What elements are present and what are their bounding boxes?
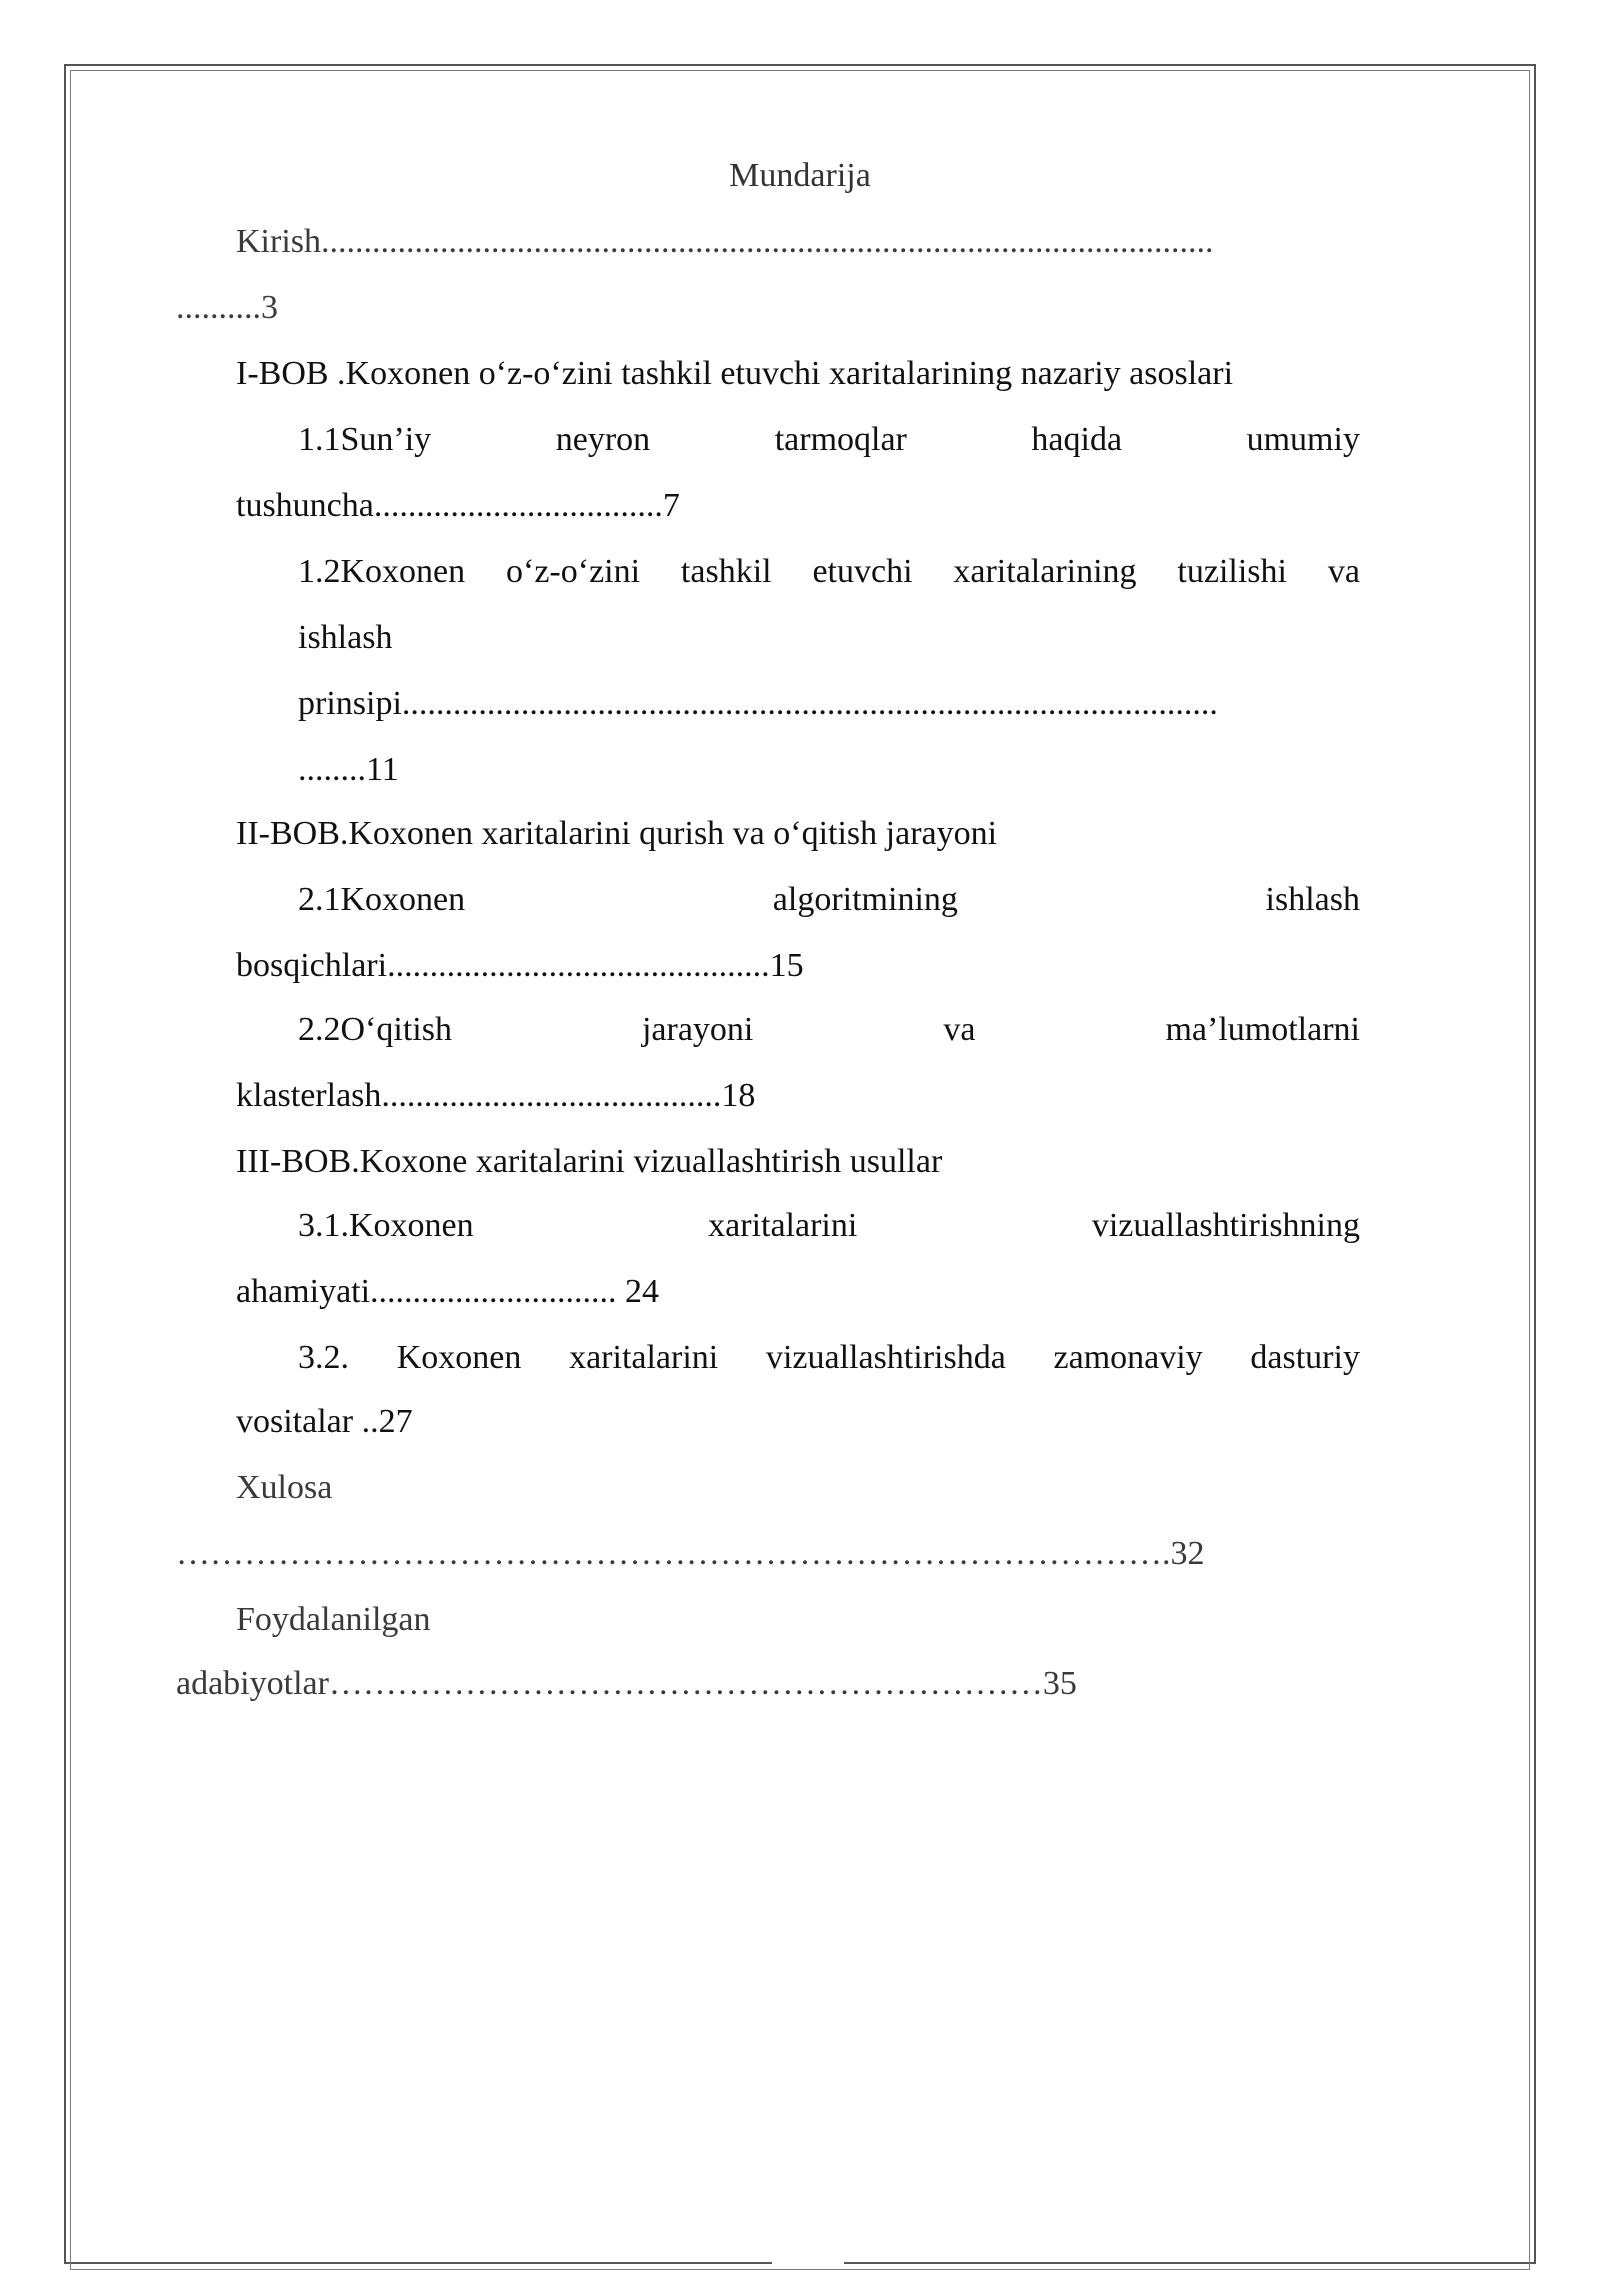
toc-entry-references-page: adabiyotlar………………………………………………………35 — [176, 1665, 1077, 1702]
toc-word: etuvchi — [812, 553, 913, 590]
toc-entry-kirish: Kirish......................................................................................................... — [236, 223, 1214, 260]
toc-word: haqida — [1031, 421, 1123, 458]
toc-section-3-1-page: ahamiyati............................. 24 — [236, 1273, 660, 1310]
toc-section-2-1 — [298, 880, 1360, 920]
toc-chapter-1: I-BOB .Koxonen o‘z-o‘zini tashkil etuvchi xaritalarining nazariy asoslari — [236, 355, 1234, 392]
toc-word: tashkil — [680, 553, 772, 590]
toc-entry-kirish-page: ..........3 — [176, 289, 278, 326]
toc-section-1-1 — [298, 420, 1360, 460]
toc-word: dasturiy — [1250, 1339, 1360, 1376]
toc-section-1-2 — [298, 552, 1360, 592]
toc-word: 2.2O‘qitish — [298, 1011, 452, 1048]
toc-word: ma’lumotlarni — [1165, 1011, 1360, 1048]
toc-section-1-1-page: tushuncha..................................7 — [236, 487, 680, 524]
toc-word: xaritalarining — [953, 553, 1137, 590]
toc-section-2-2-page: klasterlash........................................18 — [236, 1077, 756, 1114]
toc-entry-xulosa-page: …………………………………………………………………………….32 — [176, 1535, 1205, 1572]
toc-title: Mundarija — [729, 157, 871, 194]
toc-section-2-2 — [298, 1010, 1360, 1050]
toc-section-1-2-cont: ishlash — [298, 619, 393, 656]
toc-section-2-1-page: bosqichlari.............................................15 — [236, 947, 804, 984]
toc-word: tarmoqlar — [774, 421, 907, 458]
toc-word: vizuallashtirishda — [765, 1339, 1006, 1376]
toc-entry-references: Foydalanilgan — [236, 1601, 431, 1638]
toc-word: jarayoni — [641, 1011, 754, 1048]
toc-chapter-2: II-BOB.Koxonen xaritalarini qurish va o‘qitish jarayoni — [236, 815, 998, 852]
toc-section-3-2 — [298, 1338, 1360, 1378]
toc-word: tuzilishi — [1177, 553, 1287, 590]
toc-section-1-2-page: ........11 — [298, 751, 399, 788]
toc-word: 1.1Sun’iy — [298, 421, 432, 458]
toc-word: 2.1Koxonen — [298, 881, 466, 918]
toc-word: va — [1327, 553, 1360, 590]
toc-entry-xulosa: Xulosa — [236, 1469, 333, 1506]
toc-word: xaritalarini — [569, 1339, 719, 1376]
page-border-gap — [772, 2252, 844, 2264]
toc-word: xaritalarini — [708, 1207, 858, 1244]
toc-word: neyron — [555, 421, 651, 458]
toc-word: va — [943, 1011, 976, 1048]
toc-word: 3.2. — [298, 1339, 349, 1376]
toc-section-3-1 — [298, 1206, 1360, 1246]
toc-word: Koxonen — [396, 1339, 522, 1376]
toc-word: 3.1.Koxonen — [298, 1207, 474, 1244]
toc-word: o‘z-o‘zini — [506, 553, 641, 590]
toc-word: vizuallashtirishning — [1091, 1207, 1360, 1244]
toc-word: umumiy — [1246, 421, 1360, 458]
toc-word: zamonaviy — [1053, 1339, 1203, 1376]
toc-section-3-2-page: vositalar ..27 — [236, 1403, 413, 1440]
toc-word: algoritmining — [772, 881, 958, 918]
toc-word: 1.2Koxonen — [298, 553, 466, 590]
toc-word: ishlash — [1265, 881, 1360, 918]
toc-section-1-2-dots: prinsipi................................................................................................ — [298, 685, 1218, 722]
toc-chapter-3: III-BOB.Koxone xaritalarini vizuallashtirish usullar — [236, 1143, 943, 1180]
